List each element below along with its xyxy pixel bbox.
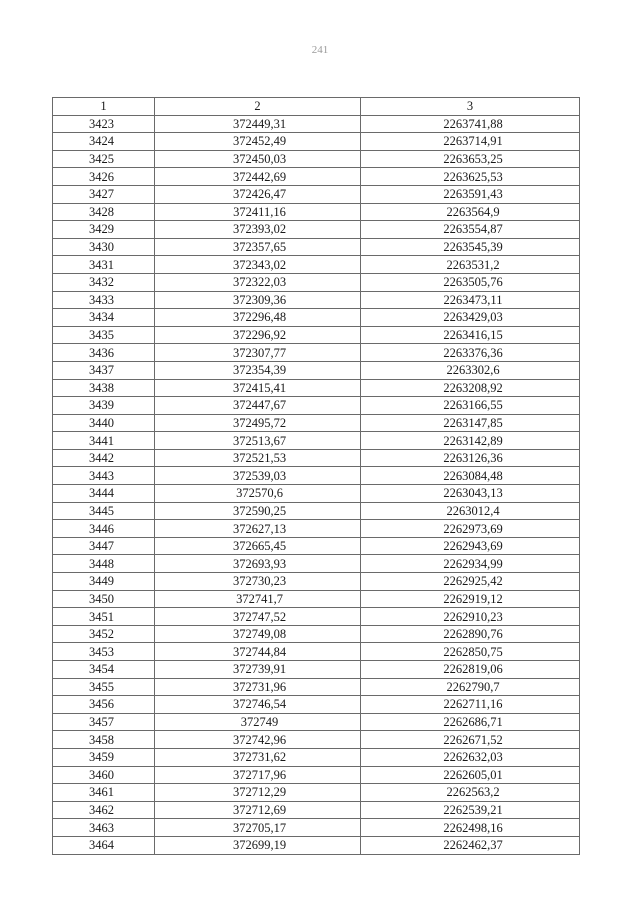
y-coordinate-cell: 2263653,25 <box>361 150 580 168</box>
point-number-cell: 3461 <box>53 784 155 802</box>
x-coordinate-cell: 372699,19 <box>155 836 361 854</box>
point-number-cell: 3431 <box>53 256 155 274</box>
x-coordinate-cell: 372747,52 <box>155 608 361 626</box>
x-coordinate-cell: 372746,54 <box>155 696 361 714</box>
y-coordinate-cell: 2263084,48 <box>361 467 580 485</box>
x-coordinate-cell: 372749 <box>155 713 361 731</box>
y-coordinate-cell: 2262973,69 <box>361 520 580 538</box>
y-coordinate-cell: 2262919,12 <box>361 590 580 608</box>
y-coordinate-cell: 2263142,89 <box>361 432 580 450</box>
table-row <box>53 537 580 555</box>
x-coordinate-cell: 372705,17 <box>155 819 361 837</box>
y-coordinate-cell: 2263564,9 <box>361 203 580 221</box>
table-row <box>53 608 580 626</box>
point-number-cell: 3440 <box>53 414 155 432</box>
table-row <box>53 150 580 168</box>
y-coordinate-cell: 2263591,43 <box>361 185 580 203</box>
x-coordinate-cell: 372296,48 <box>155 309 361 327</box>
x-coordinate-cell: 372570,6 <box>155 485 361 503</box>
x-coordinate-cell: 372357,65 <box>155 238 361 256</box>
y-coordinate-cell: 2263376,36 <box>361 344 580 362</box>
y-coordinate-cell: 2262671,52 <box>361 731 580 749</box>
x-coordinate-cell: 372731,62 <box>155 748 361 766</box>
point-number-cell: 3455 <box>53 678 155 696</box>
table-row <box>53 819 580 837</box>
point-number-cell: 3439 <box>53 397 155 415</box>
table-row <box>53 379 580 397</box>
table-row <box>53 748 580 766</box>
table-row <box>53 432 580 450</box>
table-row <box>53 731 580 749</box>
point-number-cell: 3443 <box>53 467 155 485</box>
table-row <box>53 661 580 679</box>
table-row <box>53 414 580 432</box>
x-coordinate-cell: 372744,84 <box>155 643 361 661</box>
y-coordinate-cell: 2262605,01 <box>361 766 580 784</box>
point-number-cell: 3451 <box>53 608 155 626</box>
column-header-2: 2 <box>155 98 361 116</box>
y-coordinate-cell: 2262711,16 <box>361 696 580 714</box>
y-coordinate-cell: 2262790,7 <box>361 678 580 696</box>
table-row <box>53 115 580 133</box>
table-body <box>53 115 580 854</box>
table-row <box>53 625 580 643</box>
y-coordinate-cell: 2262819,06 <box>361 661 580 679</box>
table-row <box>53 713 580 731</box>
point-number-cell: 3435 <box>53 326 155 344</box>
point-number-cell: 3447 <box>53 537 155 555</box>
y-coordinate-cell: 2263012,4 <box>361 502 580 520</box>
x-coordinate-cell: 372450,03 <box>155 150 361 168</box>
point-number-cell: 3448 <box>53 555 155 573</box>
point-number-cell: 3462 <box>53 801 155 819</box>
y-coordinate-cell: 2263429,03 <box>361 309 580 327</box>
y-coordinate-cell: 2262925,42 <box>361 573 580 591</box>
table-row <box>53 449 580 467</box>
x-coordinate-cell: 372521,53 <box>155 449 361 467</box>
y-coordinate-cell: 2263147,85 <box>361 414 580 432</box>
point-number-cell: 3432 <box>53 273 155 291</box>
y-coordinate-cell: 2263554,87 <box>361 221 580 239</box>
x-coordinate-cell: 372730,23 <box>155 573 361 591</box>
x-coordinate-cell: 372513,67 <box>155 432 361 450</box>
x-coordinate-cell: 372426,47 <box>155 185 361 203</box>
table-row <box>53 256 580 274</box>
table-row <box>53 344 580 362</box>
table-row <box>53 326 580 344</box>
y-coordinate-cell: 2263531,2 <box>361 256 580 274</box>
y-coordinate-cell: 2262563,2 <box>361 784 580 802</box>
x-coordinate-cell: 372665,45 <box>155 537 361 555</box>
table-row <box>53 555 580 573</box>
point-number-cell: 3436 <box>53 344 155 362</box>
y-coordinate-cell: 2263625,53 <box>361 168 580 186</box>
point-number-cell: 3434 <box>53 309 155 327</box>
x-coordinate-cell: 372442,69 <box>155 168 361 186</box>
table-row <box>53 836 580 854</box>
table-row <box>53 467 580 485</box>
table-row <box>53 238 580 256</box>
table-row <box>53 273 580 291</box>
x-coordinate-cell: 372717,96 <box>155 766 361 784</box>
x-coordinate-cell: 372741,7 <box>155 590 361 608</box>
y-coordinate-cell: 2262462,37 <box>361 836 580 854</box>
y-coordinate-cell: 2263208,92 <box>361 379 580 397</box>
table-row <box>53 801 580 819</box>
column-header-1: 1 <box>53 98 155 116</box>
y-coordinate-cell: 2262910,23 <box>361 608 580 626</box>
table-row <box>53 203 580 221</box>
point-number-cell: 3425 <box>53 150 155 168</box>
point-number-cell: 3424 <box>53 133 155 151</box>
point-number-cell: 3441 <box>53 432 155 450</box>
y-coordinate-cell: 2263505,76 <box>361 273 580 291</box>
y-coordinate-cell: 2263473,11 <box>361 291 580 309</box>
point-number-cell: 3464 <box>53 836 155 854</box>
table-row <box>53 520 580 538</box>
table-row <box>53 361 580 379</box>
y-coordinate-cell: 2263126,36 <box>361 449 580 467</box>
point-number-cell: 3429 <box>53 221 155 239</box>
y-coordinate-cell: 2262943,69 <box>361 537 580 555</box>
point-number-cell: 3427 <box>53 185 155 203</box>
x-coordinate-cell: 372495,72 <box>155 414 361 432</box>
table-row <box>53 766 580 784</box>
y-coordinate-cell: 2262890,76 <box>361 625 580 643</box>
y-coordinate-cell: 2263545,39 <box>361 238 580 256</box>
point-number-cell: 3458 <box>53 731 155 749</box>
point-number-cell: 3449 <box>53 573 155 591</box>
y-coordinate-cell: 2262539,21 <box>361 801 580 819</box>
table-row <box>53 678 580 696</box>
x-coordinate-cell: 372307,77 <box>155 344 361 362</box>
table-row <box>53 221 580 239</box>
table-row <box>53 133 580 151</box>
point-number-cell: 3460 <box>53 766 155 784</box>
point-number-cell: 3442 <box>53 449 155 467</box>
point-number-cell: 3426 <box>53 168 155 186</box>
table-row <box>53 502 580 520</box>
y-coordinate-cell: 2263741,88 <box>361 115 580 133</box>
point-number-cell: 3438 <box>53 379 155 397</box>
y-coordinate-cell: 2263166,55 <box>361 397 580 415</box>
table-header-row <box>53 98 580 116</box>
x-coordinate-cell: 372447,67 <box>155 397 361 415</box>
table-row <box>53 291 580 309</box>
table-row <box>53 573 580 591</box>
y-coordinate-cell: 2263416,15 <box>361 326 580 344</box>
table-row <box>53 643 580 661</box>
x-coordinate-cell: 372712,29 <box>155 784 361 802</box>
y-coordinate-cell: 2262498,16 <box>361 819 580 837</box>
x-coordinate-cell: 372449,31 <box>155 115 361 133</box>
y-coordinate-cell: 2263043,13 <box>361 485 580 503</box>
y-coordinate-cell: 2263302,6 <box>361 361 580 379</box>
y-coordinate-cell: 2262632,03 <box>361 748 580 766</box>
table-row <box>53 185 580 203</box>
point-number-cell: 3459 <box>53 748 155 766</box>
x-coordinate-cell: 372415,41 <box>155 379 361 397</box>
x-coordinate-cell: 372309,36 <box>155 291 361 309</box>
point-number-cell: 3450 <box>53 590 155 608</box>
table-row <box>53 696 580 714</box>
y-coordinate-cell: 2263714,91 <box>361 133 580 151</box>
y-coordinate-cell: 2262686,71 <box>361 713 580 731</box>
point-number-cell: 3454 <box>53 661 155 679</box>
table-row <box>53 590 580 608</box>
point-number-cell: 3453 <box>53 643 155 661</box>
table-row <box>53 397 580 415</box>
x-coordinate-cell: 372590,25 <box>155 502 361 520</box>
point-number-cell: 3428 <box>53 203 155 221</box>
y-coordinate-cell: 2262934,99 <box>361 555 580 573</box>
y-coordinate-cell: 2262850,75 <box>361 643 580 661</box>
point-number-cell: 3430 <box>53 238 155 256</box>
point-number-cell: 3437 <box>53 361 155 379</box>
point-number-cell: 3457 <box>53 713 155 731</box>
x-coordinate-cell: 372452,49 <box>155 133 361 151</box>
x-coordinate-cell: 372343,02 <box>155 256 361 274</box>
x-coordinate-cell: 372354,39 <box>155 361 361 379</box>
x-coordinate-cell: 372393,02 <box>155 221 361 239</box>
x-coordinate-cell: 372712,69 <box>155 801 361 819</box>
point-number-cell: 3433 <box>53 291 155 309</box>
coordinates-table <box>52 97 580 855</box>
x-coordinate-cell: 372731,96 <box>155 678 361 696</box>
x-coordinate-cell: 372539,03 <box>155 467 361 485</box>
x-coordinate-cell: 372742,96 <box>155 731 361 749</box>
x-coordinate-cell: 372739,91 <box>155 661 361 679</box>
point-number-cell: 3445 <box>53 502 155 520</box>
column-header-3: 3 <box>361 98 580 116</box>
point-number-cell: 3452 <box>53 625 155 643</box>
point-number-cell: 3423 <box>53 115 155 133</box>
point-number-cell: 3446 <box>53 520 155 538</box>
x-coordinate-cell: 372693,93 <box>155 555 361 573</box>
table-row <box>53 485 580 503</box>
page-number: 241 <box>311 44 329 56</box>
x-coordinate-cell: 372411,16 <box>155 203 361 221</box>
point-number-cell: 3463 <box>53 819 155 837</box>
x-coordinate-cell: 372296,92 <box>155 326 361 344</box>
table-row <box>53 309 580 327</box>
table-row <box>53 168 580 186</box>
x-coordinate-cell: 372322,03 <box>155 273 361 291</box>
x-coordinate-cell: 372627,13 <box>155 520 361 538</box>
point-number-cell: 3444 <box>53 485 155 503</box>
point-number-cell: 3456 <box>53 696 155 714</box>
x-coordinate-cell: 372749,08 <box>155 625 361 643</box>
table-row <box>53 784 580 802</box>
